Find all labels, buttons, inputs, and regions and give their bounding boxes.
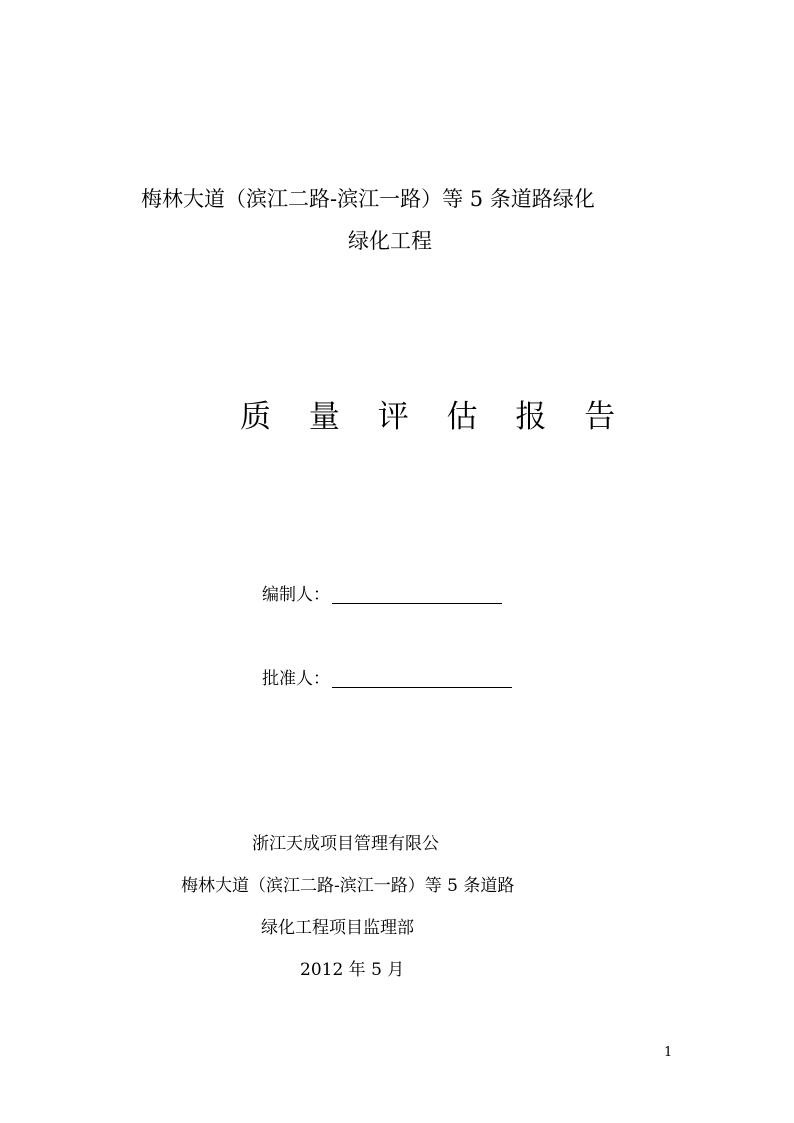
project-title-line-1: 梅林大道（滨江二路-滨江一路）等 5 条道路绿化	[141, 187, 595, 211]
compiler-signature-row	[262, 587, 502, 604]
report-title: 质 量 评 估 报 告	[240, 399, 630, 435]
report-date: 2012 年 5 月	[300, 960, 405, 980]
page-number: 1	[664, 1045, 673, 1060]
organization-line-1: 浙江天成项目管理有限公	[252, 834, 439, 854]
organization-line-3: 绿化工程项目监理部	[261, 918, 414, 938]
approver-label: 批准人：	[262, 669, 330, 689]
compiler-label: 编制人：	[262, 585, 330, 605]
compiler-signature-line	[332, 587, 502, 604]
approver-signature-row	[262, 671, 512, 688]
organization-line-2: 梅林大道（滨江二路-滨江一路）等 5 条道路	[181, 876, 515, 896]
approver-signature-line	[332, 671, 512, 688]
project-title-line-2: 绿化工程	[348, 229, 432, 253]
